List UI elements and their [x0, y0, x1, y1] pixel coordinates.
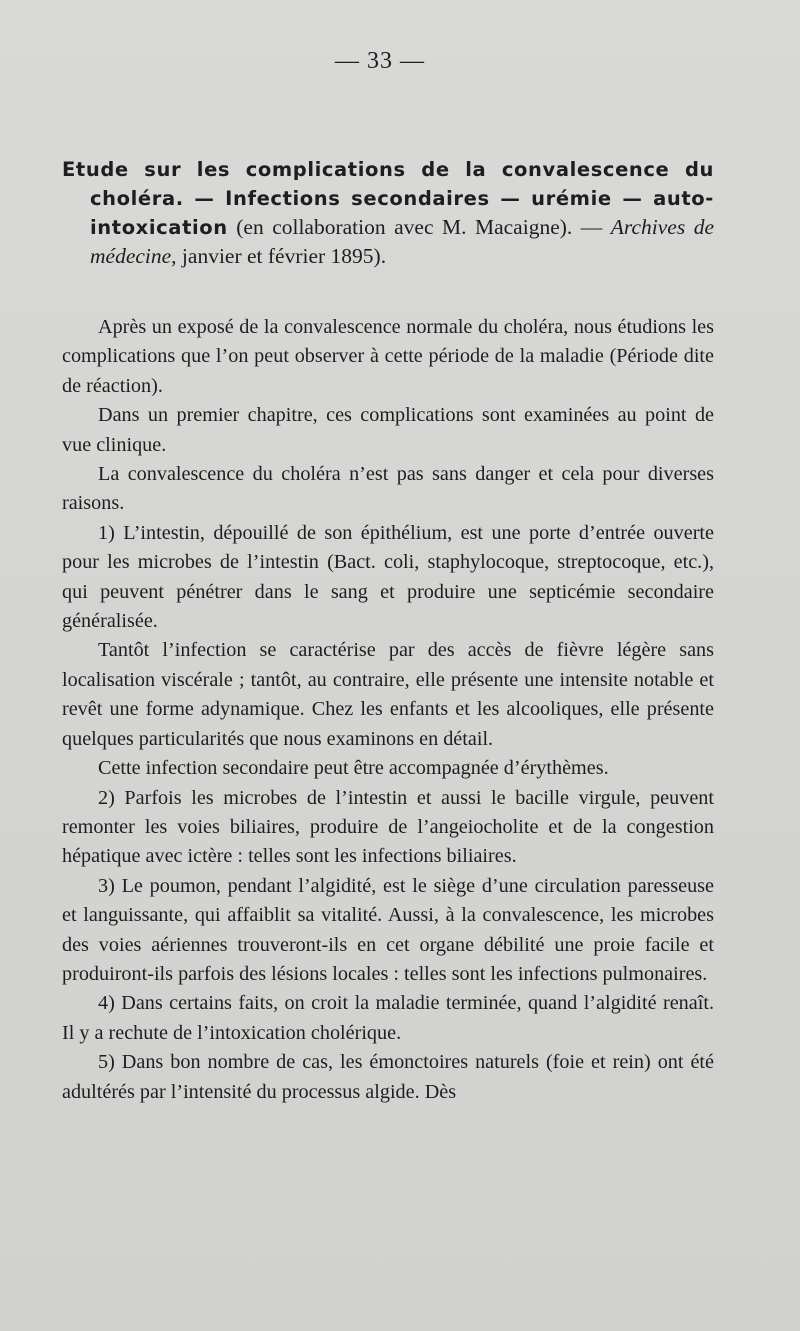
body-text: [62, 313, 714, 1107]
paragraph: Dans un premier chapitre, ces complications sont examinées au point de vue clinique.: [62, 404, 714, 456]
paragraph: Cette infection secondaire peut être accompagnée d’érythèmes.: [98, 757, 609, 780]
paragraph: 5) Dans bon nombre de cas, les émonctoires naturels (foie et rein) ont été adultérés par l’intensité du processus algide. Dès: [62, 1051, 714, 1103]
page-number: — 33 —: [335, 48, 425, 74]
paragraph: La convalescence du choléra n’est pas sans danger et cela pour diverses raisons.: [62, 463, 714, 515]
paragraph: 2) Parfois les microbes de l’intestin et aussi le bacille virgule, peuvent remonter les voies biliaires, produire de l’angeiocholite et de la congestion hépatique avec ictère : telles sont les infections biliaires.: [62, 786, 714, 868]
paragraph: Après un exposé de la convalescence normale du choléra, nous étudions les complications que l’on peut observer à cette période de la maladie (Période dite de réaction).: [62, 316, 714, 397]
paragraph: 1) L’intestin, dépouillé de son épithélium, est une porte d’entrée ouverte pour les microbes de l’intestin (Bact. coli, staphylocoque, streptocoque, etc.), qui peuvent pénétrer dans le sang et produire une septicémie secondaire généralisée.: [62, 521, 714, 633]
paragraph: 3) Le poumon, pendant l’algidité, est le siège d’une circulation paresseuse et languissante, qui affaiblit sa vitalité. Aussi, à la convalescence, les microbes des voies aériennes trouveront-ils en cet organe débilité une proie facile et produiront-ils parfois des lésions locales : telles sont les infections pulmonaires.: [62, 874, 714, 985]
paragraph: 4) Dans certains faits, on croit la maladie terminée, quand l’algidité renaît. Il y a rechute de l’intoxication cholérique.: [62, 992, 714, 1044]
paragraph: Tantôt l’infection se caractérise par des accès de fièvre légère sans localisation viscérale ; tantôt, au contraire, elle présente une intensite notable et revêt une forme adynamique. Chez les enfants et les alcooliques, elle présente quelques particularités que nous examinons en détail.: [62, 639, 714, 750]
entry-collaboration: (en collaboration avec M. Macaigne). —: [227, 215, 611, 239]
bibliography-entry-text: [62, 155, 714, 271]
entry-title: Etude sur les complications de la convalescence du choléra. — Infections secondaires — urémie — auto-intoxication: [62, 158, 714, 239]
journal-name: Archives de médecine: [90, 215, 714, 268]
bibliography-entry: [62, 155, 714, 271]
publication-date: , janvier et février 1895).: [171, 244, 387, 268]
